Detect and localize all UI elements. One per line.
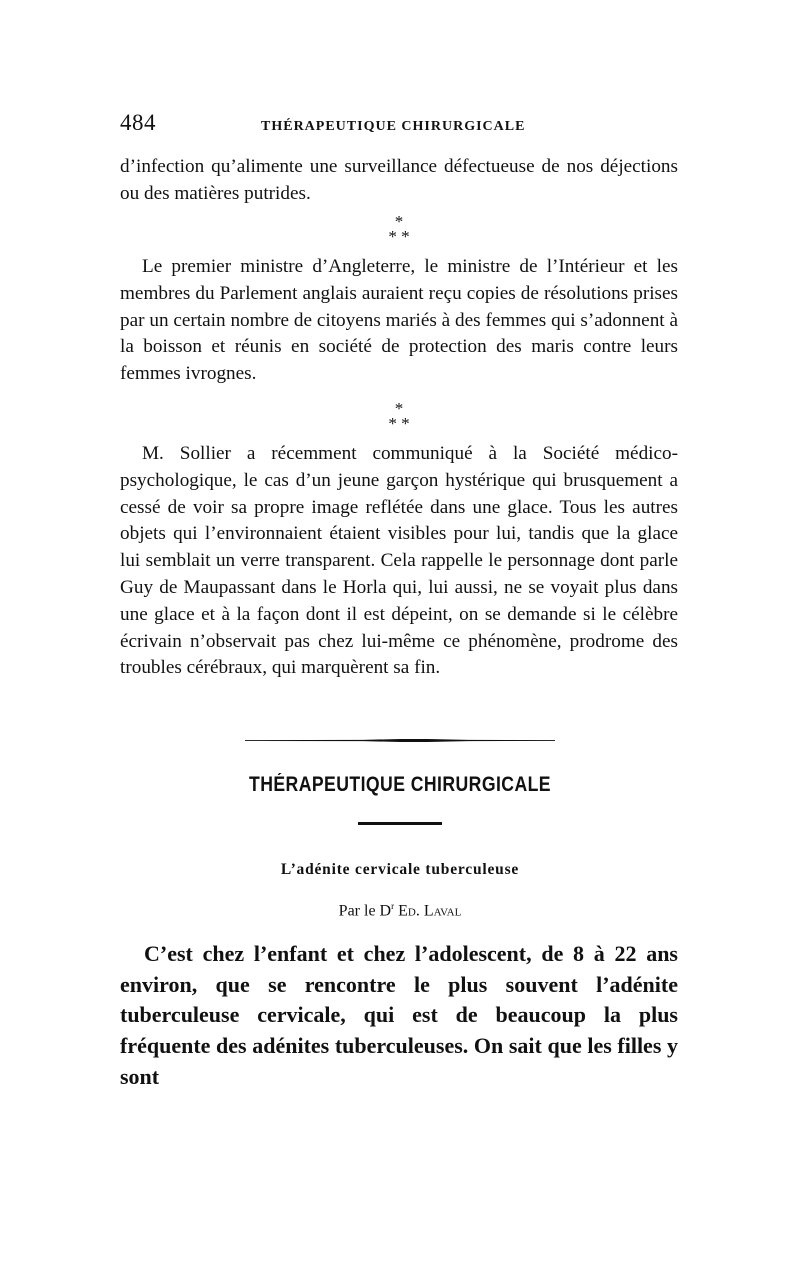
asterism-top: * bbox=[394, 212, 404, 231]
asterism-bottom: * * bbox=[388, 414, 410, 433]
byline-superscript: r bbox=[391, 901, 395, 911]
section-heading: THÉRAPEUTIQUE CHIRURGICALE bbox=[248, 773, 551, 796]
decorative-divider bbox=[245, 739, 555, 742]
running-title: THÉRAPEUTIQUE CHIRURGICALE bbox=[261, 119, 526, 134]
asterism-separator bbox=[373, 214, 425, 244]
byline-prefix: Par le D bbox=[338, 902, 392, 920]
asterism-separator bbox=[373, 401, 425, 431]
continued-paragraph: d’infection qu’alimente une surveillance défectueuse de nos déjections ou des matières putrides. bbox=[120, 156, 678, 204]
page-header bbox=[120, 110, 680, 142]
article-byline bbox=[100, 901, 700, 920]
news-paragraph-england: Le premier ministre d’Angleterre, le ministre de l’Intérieur et les membres du Parlement anglais auraient reçu copies de résolutions prises par un certain nombre de citoyens mariés à des femmes qui s’adonnent à la boisson et réunis en société de protection des maris contre leurs femmes ivrognes. bbox=[120, 256, 678, 385]
asterism-top: * bbox=[394, 399, 404, 418]
article-title: L’adénite cervicale tuberculeuse bbox=[280, 861, 520, 878]
page-number: 484 bbox=[120, 110, 156, 135]
asterism-bottom: * * bbox=[388, 227, 410, 246]
byline-author: Ed. Laval bbox=[398, 902, 462, 920]
news-paragraph-sollier: M. Sollier a récemment communiqué à la Société médico-psychologique, le cas d’un jeune garçon hystérique qui brusquement a cessé de voir sa propre image reflétée dans une glace. Tous les autres objets qui l’environnaient étaient visibles pour lui, tandis que la glace lui semblait un verre transparent. Cela rappelle le personnage dont parle Guy de Maupassant dans le Horla qui, lui aussi, ne se voyait plus dans une glace et à la façon dont il est dépeint, on se demande si le célèbre écrivain n’observait pas chez lui-même ce phénomène, prodrome des troubles cérébraux, qui marquèrent sa fin. bbox=[120, 443, 678, 679]
heading-underline bbox=[358, 822, 442, 825]
article-opening-paragraph: C’est chez l’enfant et chez l’adolescent, de 8 à 22 ans environ, que se rencontre le plus souvent l’adénite tuberculeuse cervicale, qui est de beaucoup la plus fréquente des adénites tuberculeuses. On sait que les filles y sont bbox=[120, 941, 678, 1089]
